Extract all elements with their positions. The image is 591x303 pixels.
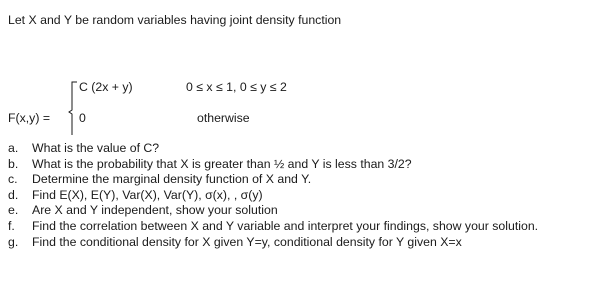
question-item-f bbox=[8, 219, 583, 235]
question-letter: d. bbox=[8, 187, 19, 202]
case-1-expression: C (2x + y) bbox=[79, 80, 133, 94]
question-letter: g. bbox=[8, 234, 19, 249]
question-text: What is the probability that X is greater than ½ and Y is less than 3/2? bbox=[32, 156, 412, 171]
case-1-condition: 0 ≤ x ≤ 1, 0 ≤ y ≤ 2 bbox=[186, 80, 287, 94]
question-text: Determine the marginal density function of X and Y. bbox=[32, 172, 312, 187]
problem-statement: Let X and Y be random variables having joint density function bbox=[8, 13, 342, 27]
question-text: What is the value of C? bbox=[32, 141, 160, 155]
question-letter: f. bbox=[8, 218, 15, 233]
question-item-a bbox=[8, 141, 583, 157]
question-letter: c. bbox=[8, 172, 18, 187]
question-text: Find the conditional density for X given Y=y, conditional density for Y given X=x bbox=[32, 234, 462, 249]
question-item-b bbox=[8, 157, 583, 173]
case-2-expression: 0 bbox=[79, 111, 86, 125]
question-list bbox=[8, 141, 583, 250]
question-letter: e. bbox=[8, 203, 19, 218]
question-item-c bbox=[8, 172, 583, 188]
density-function-label: F(x,y) = bbox=[8, 111, 51, 125]
question-item-d bbox=[8, 188, 583, 204]
question-item-g bbox=[8, 235, 583, 251]
left-brace-icon bbox=[68, 81, 78, 136]
question-letter: a. bbox=[8, 141, 19, 155]
question-text: Find E(X), E(Y), Var(X), Var(Y), σ(x), , σ(y) bbox=[32, 187, 263, 202]
question-text: Are X and Y independent, show your solution bbox=[32, 203, 278, 218]
case-2-condition: otherwise bbox=[197, 111, 250, 125]
question-letter: b. bbox=[8, 156, 19, 171]
question-text: Find the correlation between X and Y variable and interpret your findings, show your solution. bbox=[32, 218, 539, 233]
question-item-e bbox=[8, 203, 583, 219]
